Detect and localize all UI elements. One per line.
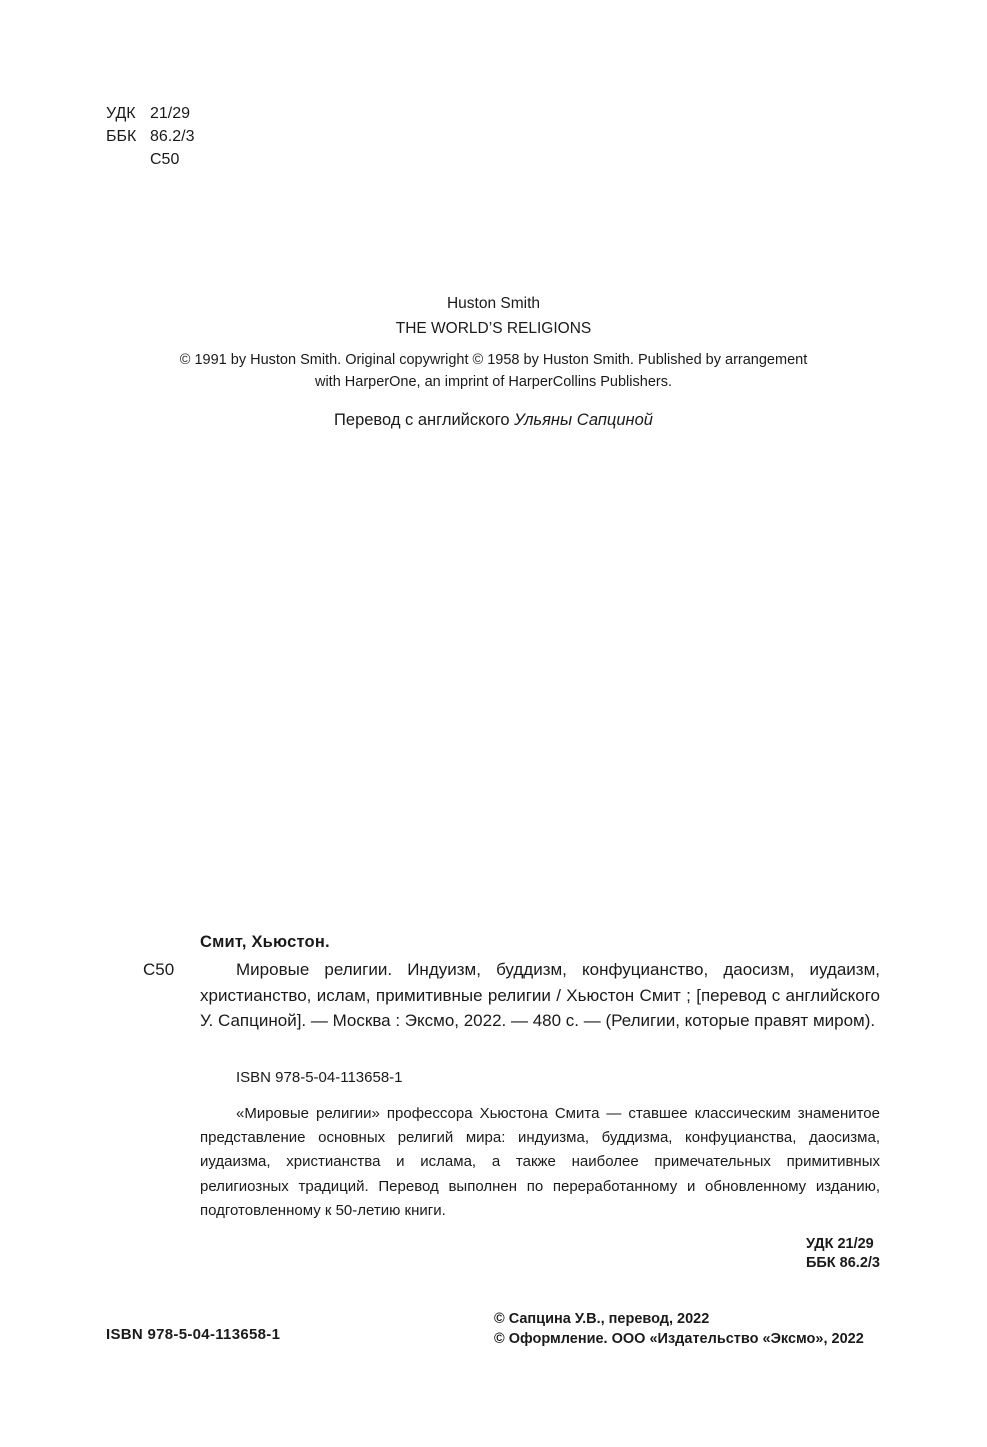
udk-bottom: УДК 21/29 xyxy=(805,1236,874,1252)
udk-value: 21/29 xyxy=(150,105,191,122)
bbk-value: 86.2/3 xyxy=(150,128,195,145)
footer-copyrights xyxy=(494,1309,864,1349)
bbk-row xyxy=(106,125,194,148)
bbk-label: ББК xyxy=(106,128,137,145)
bibliographic-author-heading: Смит, Хьюстон. xyxy=(200,933,330,951)
translator-name: Ульяны Сапциной xyxy=(514,411,653,429)
classification-codes-top xyxy=(106,102,194,171)
bibliographic-description: Мировые религии. Индуизм, буддизм, конфуцианство, даосизм, иудаизм, христианство, ислам, примитивные религии / Хьюстон Смит ; [перевод с английского У. Сапциной]. — Москва : Эксмо, 2022. — 480 с. — (Религии, которые правят миром). xyxy=(200,960,880,1030)
bibliographic-isbn: ISBN 978-5-04-113658-1 xyxy=(236,1069,403,1086)
bibliographic-code: С50 xyxy=(143,960,175,979)
translation-prefix: Перевод с английского xyxy=(334,411,510,429)
author-code-top: С50 xyxy=(150,151,180,168)
udk-row xyxy=(106,102,194,125)
copyright-design: © Оформление. ООО «Издательство «Эксмо», 2022 xyxy=(494,1331,864,1347)
copyright-translation: © Сапцина У.В., перевод, 2022 xyxy=(494,1311,710,1327)
copyright-line-1: © 1991 by Huston Smith. Original copywright © 1958 by Huston Smith. Published by arrangement xyxy=(179,352,808,368)
book-annotation: «Мировые религии» профессора Хьюстона Смита — ставшее классическим знаменитое представление основных религий мира: индуизма, буддизма, конфуцианства, даосизма, иудаизма, христианства и ислама, а также наиболее примечательных примитивных религиозных традиций. Перевод выполнен по переработанному и обновленному изданию, подготовленному к 50-летию книги. xyxy=(200,1105,880,1219)
original-edition-block xyxy=(0,291,987,341)
original-copyright-block xyxy=(0,349,987,393)
udk-label: УДК xyxy=(106,105,136,122)
original-author: Huston Smith xyxy=(446,295,541,312)
classification-codes-bottom xyxy=(806,1235,880,1273)
copyright-line-2: with HarperOne, an imprint of HarperCollins Publishers. xyxy=(314,374,672,390)
original-title: THE WORLD’S RELIGIONS xyxy=(395,320,592,337)
bbk-bottom: ББК 86.2/3 xyxy=(805,1255,880,1271)
translation-credit xyxy=(0,408,987,432)
footer-isbn: ISBN 978-5-04-113658-1 xyxy=(106,1326,281,1343)
